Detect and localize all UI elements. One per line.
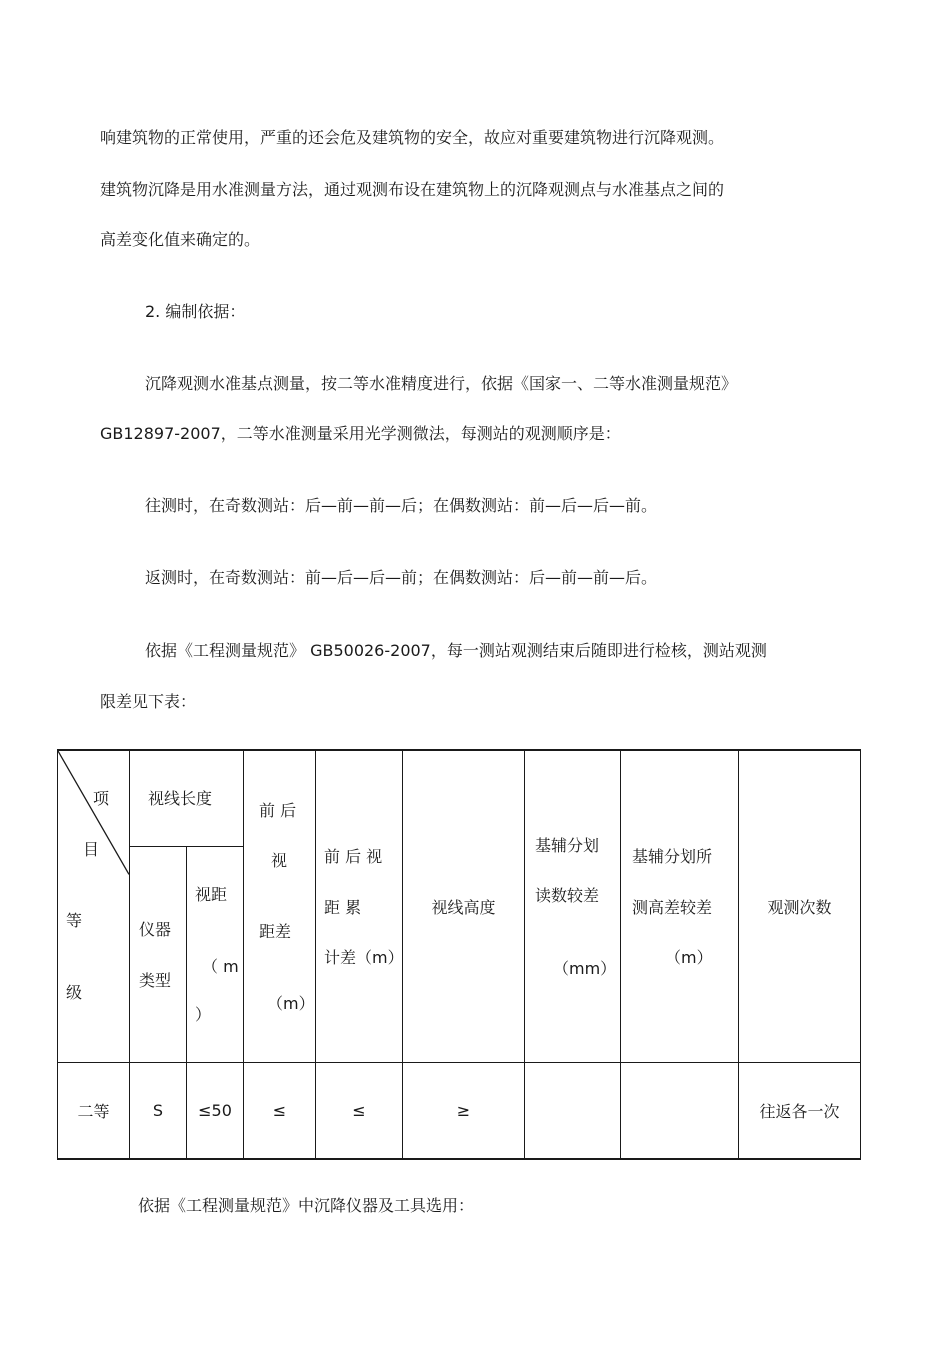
table-row [58,1062,861,1159]
sight-height-cell: ≥ [403,1062,525,1159]
sight-length-header: 视线长度 [130,750,244,846]
cumulative-diff-cell: ≤ [316,1062,403,1159]
paragraph-line: 返测时，在奇数测站：前—后—后—前；在偶数测站：后—前—前—后。 [145,568,658,587]
paragraph-line: 依据《工程测量规范》中沉降仪器及工具选用： [138,1196,475,1215]
paragraph-line: 往测时，在奇数测站：后—前—前—后；在偶数测站：前—后—后—前。 [145,496,658,515]
tolerance-table [57,749,861,1160]
front-back-diff-header: 前 后 视 距差 （m） [244,750,316,1062]
reading-diff-header: 基辅分划 读数较差 （mm） [525,750,621,1062]
cumulative-diff-header: 前 后 视 距 累 计差（m） [316,750,403,1062]
paragraph-line: 限差见下表： [100,692,197,711]
sight-distance-header: 视距 （ m ） [187,846,244,1062]
paragraph-line: 响建筑物的正常使用，严重的还会危及建筑物的安全，故应对重要建筑物进行沉降观测。 [100,128,725,147]
corner-label-item: 项 [93,789,110,808]
instrument-cell: S [130,1062,187,1159]
height-diff-cell [621,1062,739,1159]
corner-header-cell [58,750,130,1062]
observation-count-cell: 往返各一次 [739,1062,861,1159]
distance-cell: ≤50 [187,1062,244,1159]
corner-label-item: 目 [83,840,100,859]
sight-height-header: 视线高度 [403,750,525,1062]
instrument-type-header: 仪器 类型 [130,846,187,1062]
corner-label-grade: 级 [66,983,83,1002]
observation-count-header: 观测次数 [739,750,861,1062]
grade-cell: 二等 [58,1062,130,1159]
height-diff-header: 基辅分划所 测高差较差 （m） [621,750,739,1062]
front-back-diff-cell: ≤ [244,1062,316,1159]
corner-label-grade: 等 [66,911,83,930]
section-heading: 2. 编制依据： [145,302,246,321]
paragraph-line: GB12897-2007，二等水准测量采用光学测微法，每测站的观测顺序是： [100,424,621,443]
paragraph-line: 高差变化值来确定的。 [100,230,261,249]
paragraph-line: 建筑物沉降是用水准测量方法，通过观测布设在建筑物上的沉降观测点与水准基点之间的 [100,180,725,199]
paragraph-line: 依据《工程测量规范》 GB50026-2007，每一测站观测结束后随即进行检核，测站观测 [145,641,767,660]
paragraph-line: 沉降观测水准基点测量，按二等水准精度进行，依据《国家一、二等水准测量规范》 [145,374,738,393]
reading-diff-cell [525,1062,621,1159]
